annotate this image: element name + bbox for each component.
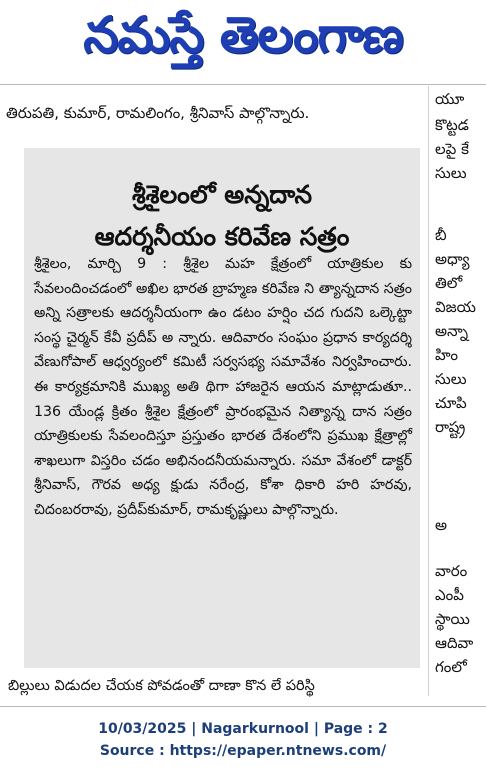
previous-article-tail: తిరుపతి, కుమార్, రామలింగం, శ్రీనివాస్ పాల్గొన్నారు. (6, 104, 310, 122)
adjacent-line: అధ్యా (435, 250, 470, 268)
top-divider (0, 84, 486, 85)
article-headline (24, 174, 420, 258)
adjacent-line: గంలో (435, 658, 467, 676)
news-article (24, 148, 420, 668)
adjacent-line: ఎంపీ (435, 586, 464, 604)
adjacent-line: చూపి (435, 394, 467, 412)
adjacent-line: హిం (435, 346, 458, 364)
adjacent-line: విజయ (435, 298, 476, 316)
edition-info: 10/03/2025 | Nagarkurnool | Page : 2 (98, 721, 388, 737)
headline-line: ఆదర్శనీయం కరివేణ సత్రం (94, 222, 350, 251)
adjacent-line: యూ (435, 90, 465, 108)
adjacent-line: వారం (435, 562, 468, 580)
adjacent-line: అన్నా (435, 322, 469, 340)
adjacent-line: బీ (435, 226, 447, 244)
adjacent-line: రాష్ట్ర (435, 418, 466, 436)
adjacent-line: అ (435, 516, 448, 534)
adjacent-line: స్థాయి (435, 610, 470, 628)
next-article-head: బిల్లులు విడుదల చేయక పోవడంతో దాణా కొన లే పరిస్థి (8, 678, 315, 694)
adjacent-line: సులు (435, 370, 467, 388)
adjacent-line: ఆదివా (435, 634, 474, 652)
adjacent-line: సులు (435, 164, 467, 182)
source-link[interactable]: Source : https://epaper.ntnews.com/ (99, 743, 387, 759)
page-footer (0, 718, 486, 762)
headline-line: శ్రీశైలంలో అన్నదాన (131, 180, 313, 209)
adjacent-article-column (428, 86, 486, 696)
article-body: శ్రీశైలం, మార్చి 9 : శ్రీశైల మహ క్షేత్రంలో యాత్రికుల కు సేవలందించడంలో అఖిల భారత బ్రాహ్మణ కరివేణ ని త్యాన్నదాన సత్రం అన్ని సత్రాలకు ఆదర్శనీయంగా ఉం డటం హర్షిం చద గుదని ఒల్కెట్టా సంస్థ చైర్మన్ కేవీ ప్రదీప్ అ న్నారు. ఆదివారం సంఘం ప్రధాన కార్యదర్శి వేణుగోపాల్ ఆధ్వర్యంలో కమిటీ సర్వసభ్య సమావేశం నిర్వహించారు. ఈ కార్యక్రమానికి ముఖ్య అతి థిగా హాజరైన ఆయన మాట్లాడుతూ.. 136 యేండ్ల క్రితం శ్రీశైల క్షేత్రంలో ప్రారంభమైన నిత్యాన్న దాన సత్రం యాత్రికులకు సేవలందిస్తూ ప్రస్తుతం భారత దేశంలోని ప్రముఖ క్షేత్రాల్లో శాఖలుగా విస్తరిం చడం అభినందనీయమన్నారు. సమా వేశంలో డాక్టర్ శ్రీనివాస్, గౌరవ అధ్య క్షుడు నరేంద్ర, కోశా ధికారి హరి హరవు, చిదంబరరావు, ప్రదీప్‌కుమార్, రామకృష్ణులు పాల్గొన్నారు. (34, 256, 412, 518)
adjacent-line: కొట్టడ (435, 116, 469, 134)
bottom-divider (0, 706, 486, 707)
newspaper-masthead: నమస్తే తెలంగాణ (83, 5, 403, 64)
adjacent-line: లపై కే (435, 140, 469, 158)
adjacent-line: తిలో (435, 274, 463, 292)
